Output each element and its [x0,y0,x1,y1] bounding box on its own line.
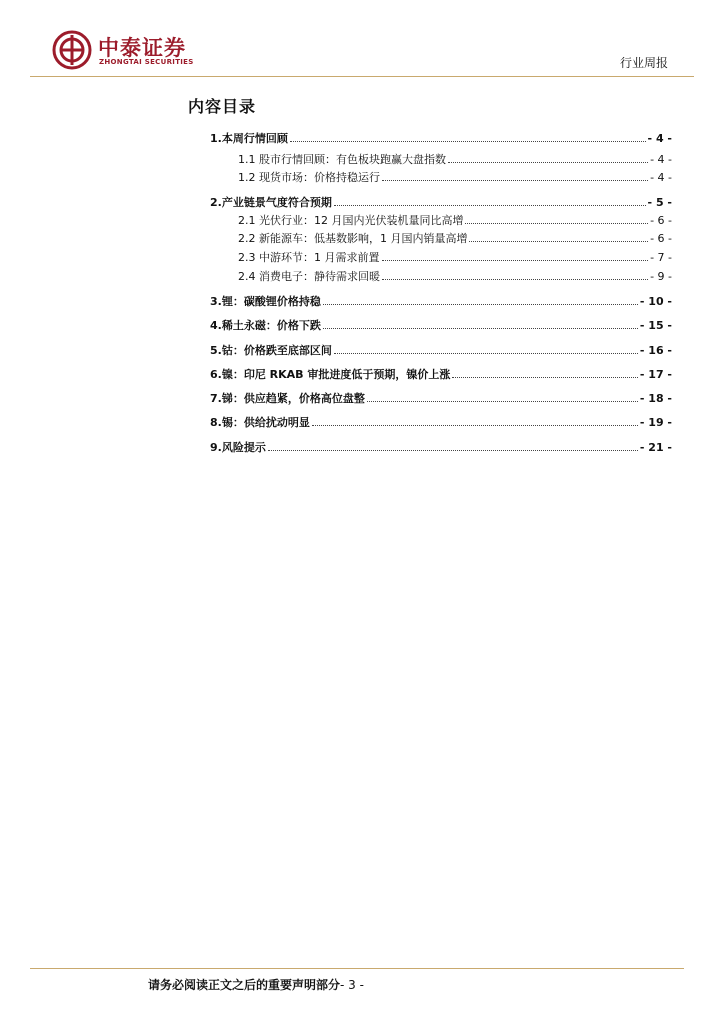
toc-entry[interactable] [238,268,672,284]
toc-dot-leader [290,132,646,142]
toc-dot-leader [334,196,646,206]
page-footer [148,976,364,993]
toc-dot-leader [469,232,648,242]
company-logo [52,30,222,72]
toc-entry-label: 9.风险提示 [210,441,266,454]
toc-dot-leader [323,295,638,305]
zhongtai-logo-icon [52,30,92,70]
toc-entry[interactable] [238,151,672,167]
toc-entry-label: 2.产业链景气度符合预期 [210,196,332,209]
toc-entry-page: - 10 - [639,295,672,308]
toc-entry-page: - 4 - [650,153,672,166]
toc-entry[interactable] [210,194,672,210]
toc-entry-label: 5.钴：价格跌至底部区间 [210,344,332,357]
footer-disclaimer: 请务必阅读正文之后的重要声明部分 [148,978,341,992]
toc-entry-page: - 19 - [639,416,672,429]
toc-entry-page: - 15 - [639,319,672,332]
toc-entry[interactable] [210,366,672,382]
toc-entry-page: - 6 - [650,214,672,227]
toc-dot-leader [382,270,648,280]
toc-entry[interactable] [238,230,672,246]
toc-entry-label: 4.稀土永磁：价格下跌 [210,319,321,332]
footer-page-number: - 3 - [340,978,364,992]
toc-entry-label: 2.4 消费电子：静待需求回暖 [238,270,380,283]
toc-title: 内容目录 [188,97,257,116]
logo-chinese-name: 中泰证券 [98,36,186,60]
toc-entry-page: - 16 - [639,344,672,357]
toc-entry[interactable] [210,439,672,455]
header-divider [30,76,694,77]
toc-entry-page: - 7 - [650,251,672,264]
toc-entry-label: 2.1 光伏行业：12 月国内光伏装机量同比高增 [238,214,464,227]
toc-entry[interactable] [210,293,672,309]
toc-dot-leader [452,368,638,378]
toc-entry-page: - 17 - [639,368,672,381]
toc-dot-leader [312,416,638,426]
toc-entry[interactable] [238,212,672,228]
toc-dot-leader [382,251,649,261]
toc-dot-leader [367,392,638,402]
footer-divider [30,968,684,969]
toc-dot-leader [448,153,648,163]
toc-entry-label: 1.1 股市行情回顾：有色板块跑赢大盘指数 [238,153,446,166]
toc-entry-page: - 4 - [647,132,672,145]
toc-entry-label: 3.锂：碳酸锂价格持稳 [210,295,321,308]
toc-entry-page: - 6 - [650,232,672,245]
toc-dot-leader [323,319,638,329]
toc-entry[interactable] [210,130,672,146]
toc-entry[interactable] [210,317,672,333]
toc-entry-label: 8.锡：供给扰动明显 [210,416,310,429]
toc-entry[interactable] [210,414,672,430]
toc-entry[interactable] [238,169,672,185]
toc-dot-leader [334,344,638,354]
toc-dot-leader [382,171,648,181]
toc-entry-label: 1.本周行情回顾 [210,132,288,145]
toc-entry-label: 1.2 现货市场：价格持稳运行 [238,171,380,184]
toc-dot-leader [268,441,638,451]
toc-entry[interactable] [238,249,672,265]
toc-entry-page: - 5 - [647,196,672,209]
toc-entry-label: 7.锑：供应趋紧，价格高位盘整 [210,392,365,405]
toc-entry-page: - 18 - [639,392,672,405]
report-type-label: 行业周报 [619,56,668,70]
toc-entry[interactable] [210,390,672,406]
toc-entry-label: 6.镍：印尼 RKAB 审批进度低于预期，镍价上涨 [210,368,451,381]
toc-dot-leader [465,214,648,224]
toc-entry-label: 2.3 中游环节：1 月需求前置 [238,251,380,264]
toc-entry-label: 2.2 新能源车：低基数影响，1 月国内销量高增 [238,232,468,245]
toc-entry-page: - 9 - [650,270,672,283]
toc-entry-page: - 21 - [639,441,672,454]
toc-entry[interactable] [210,342,672,358]
toc-entry-page: - 4 - [650,171,672,184]
logo-english-name: ZHONGTAI SECURITIES [99,58,194,66]
